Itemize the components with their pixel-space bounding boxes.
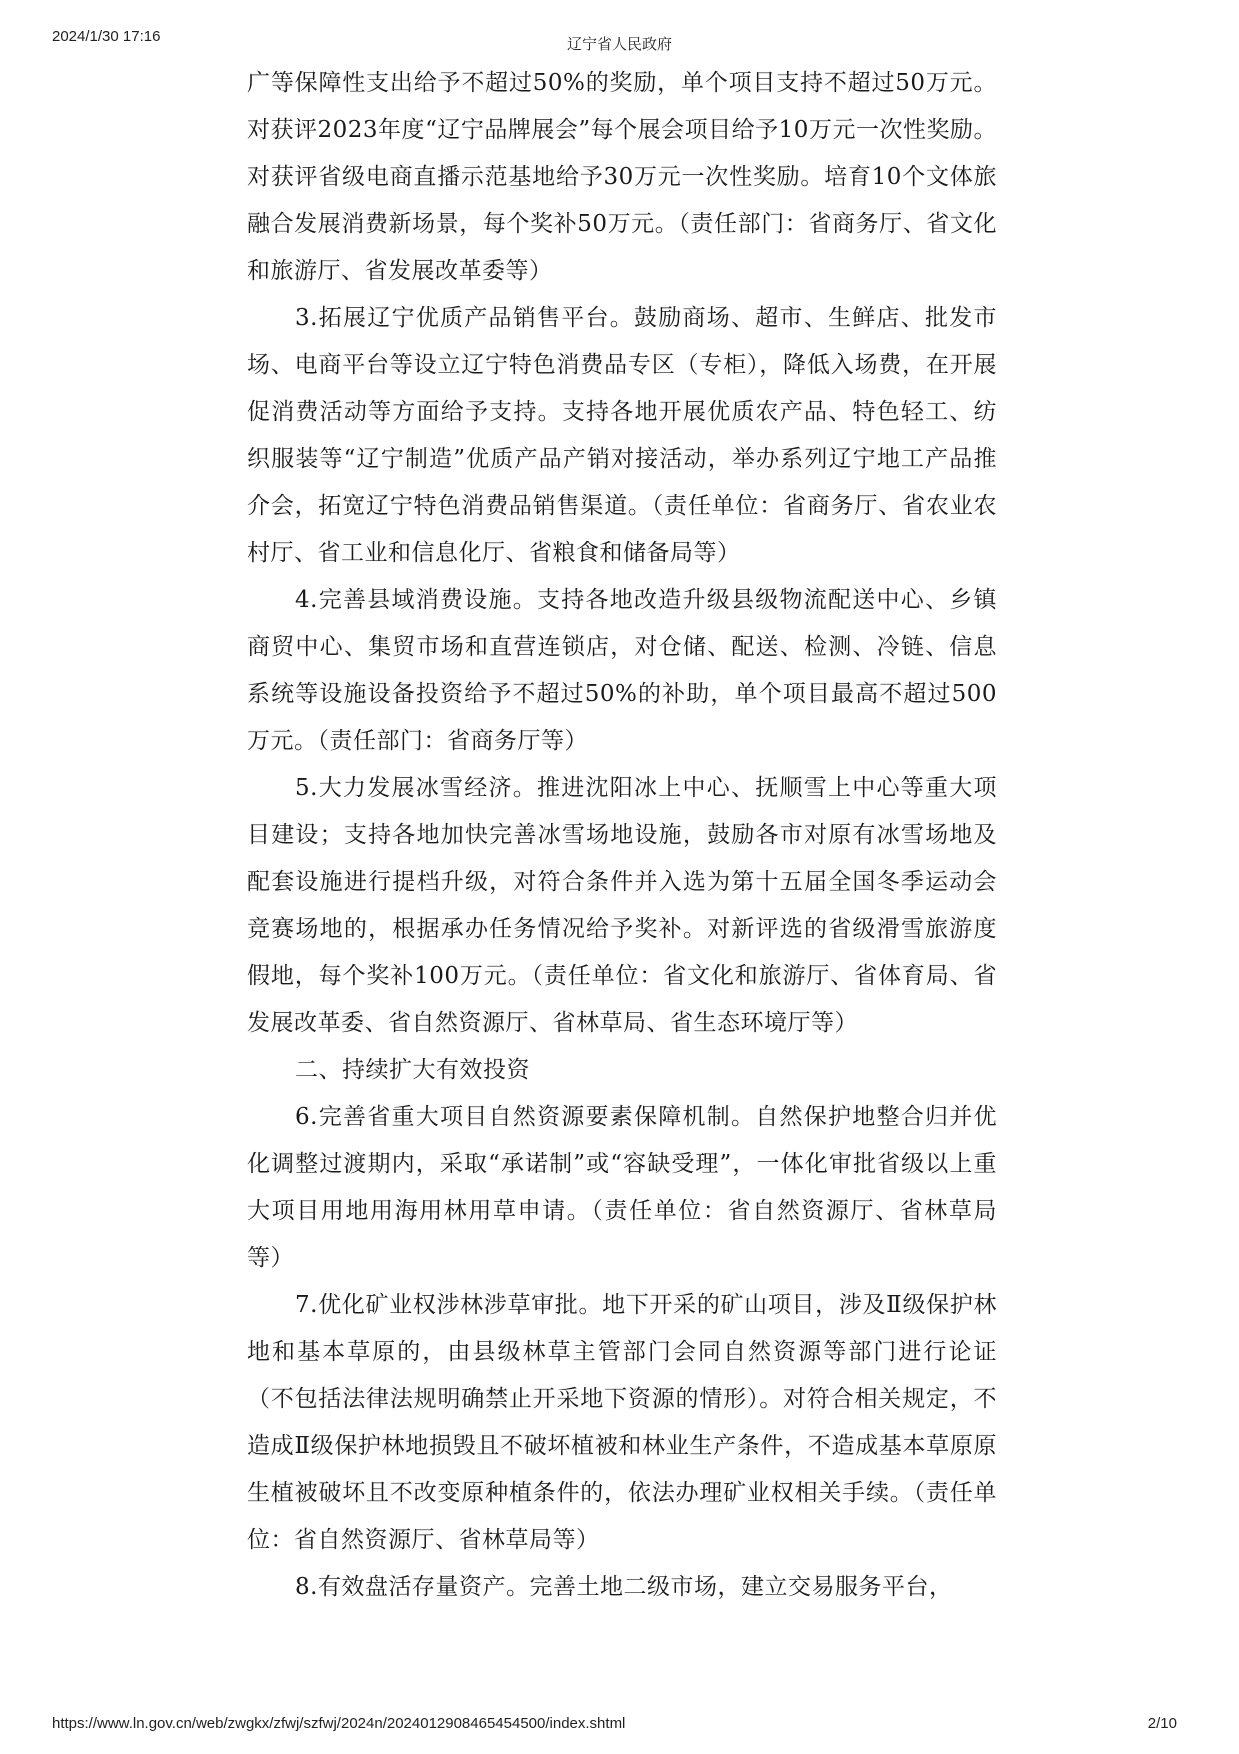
document-body: [247, 60, 997, 1611]
paragraph-item-8: 8.有效盘活存量资产。完善土地二级市场，建立交易服务平台，: [295, 1574, 953, 1600]
print-footer: [0, 1715, 1239, 1735]
paragraph-item-7: 7.优化矿业权涉林涉草审批。地下开采的矿山项目，涉及Ⅱ级保护林地和基本草原的，由县级林草主管部门会同自然资源等部门进行论证（不包括法律法规明确禁止开采地下资源的情形）。对符合相关规定，不造成Ⅱ级保护林地损毁且不破坏植被和林业生产条件，不造成基本草原原生植被破坏且不改变原种植条件的，依法办理矿业权相关手续。（责任单位：省自然资源厅、省林草局等）: [247, 1292, 997, 1553]
paragraph-item-6: 6.完善省重大项目自然资源要素保障机制。自然保护地整合归并优化调整过渡期内，采取“承诺制”或“容缺受理”，一体化审批省级以上重大项目用地用海用林用草申请。（责任单位：省自然资源厅、省林草局等）: [247, 1104, 997, 1271]
page-number: 2/10: [1147, 1715, 1177, 1732]
print-header: [0, 28, 1239, 53]
paragraph-item-5: 5.大力发展冰雪经济。推进沈阳冰上中心、抚顺雪上中心等重大项目建设；支持各地加快完善冰雪场地设施，鼓励各市对原有冰雪场地及配套设施进行提档升级，对符合条件并入选为第十五届全国冬季运动会竞赛场地的，根据承办任务情况给予奖补。对新评选的省级滑雪旅游度假地，每个奖补100万元。（责任单位：省文化和旅游厅、省体育局、省发展改革委、省自然资源厅、省林草局、省生态环境厅等）: [247, 775, 997, 1036]
paragraph-item-3: 3.拓展辽宁优质产品销售平台。鼓励商场、超市、生鲜店、批发市场、电商平台等设立辽宁特色消费品专区（专柜），降低入场费，在开展促消费活动等方面给予支持。支持各地开展优质农产品、特色轻工、纺织服装等“辽宁制造”优质产品产销对接活动，举办系列辽宁地工产品推介会，拓宽辽宁特色消费品销售渠道。（责任单位：省商务厅、省农业农村厅、省工业和信息化厅、省粮食和储备局等）: [247, 305, 997, 566]
section-heading-2: 二、持续扩大有效投资: [295, 1057, 530, 1083]
paragraph-continued: 广等保障性支出给予不超过50%的奖励，单个项目支持不超过50万元。对获评2023年度“辽宁品牌展会”每个展会项目给予10万元一次性奖励。对获评省级电商直播示范基地给予30万元一次性奖励。培育10个文体旅融合发展消费新场景，每个奖补50万元。（责任部门：省商务厅、省文化和旅游厅、省发展改革委等）: [247, 70, 997, 284]
page-url: https://www.ln.gov.cn/web/zwgkx/zfwj/szfwj/2024n/2024012908465454500/index.shtml: [52, 1715, 626, 1732]
site-title: 辽宁省人民政府: [566, 36, 672, 53]
paragraph-item-4: 4.完善县域消费设施。支持各地改造升级县级物流配送中心、乡镇商贸中心、集贸市场和直营连锁店，对仓储、配送、检测、冷链、信息系统等设施设备投资给予不超过50%的补助，单个项目最高不超过500万元。（责任部门：省商务厅等）: [247, 587, 997, 754]
print-datetime: 2024/1/30 17:16: [52, 28, 161, 45]
